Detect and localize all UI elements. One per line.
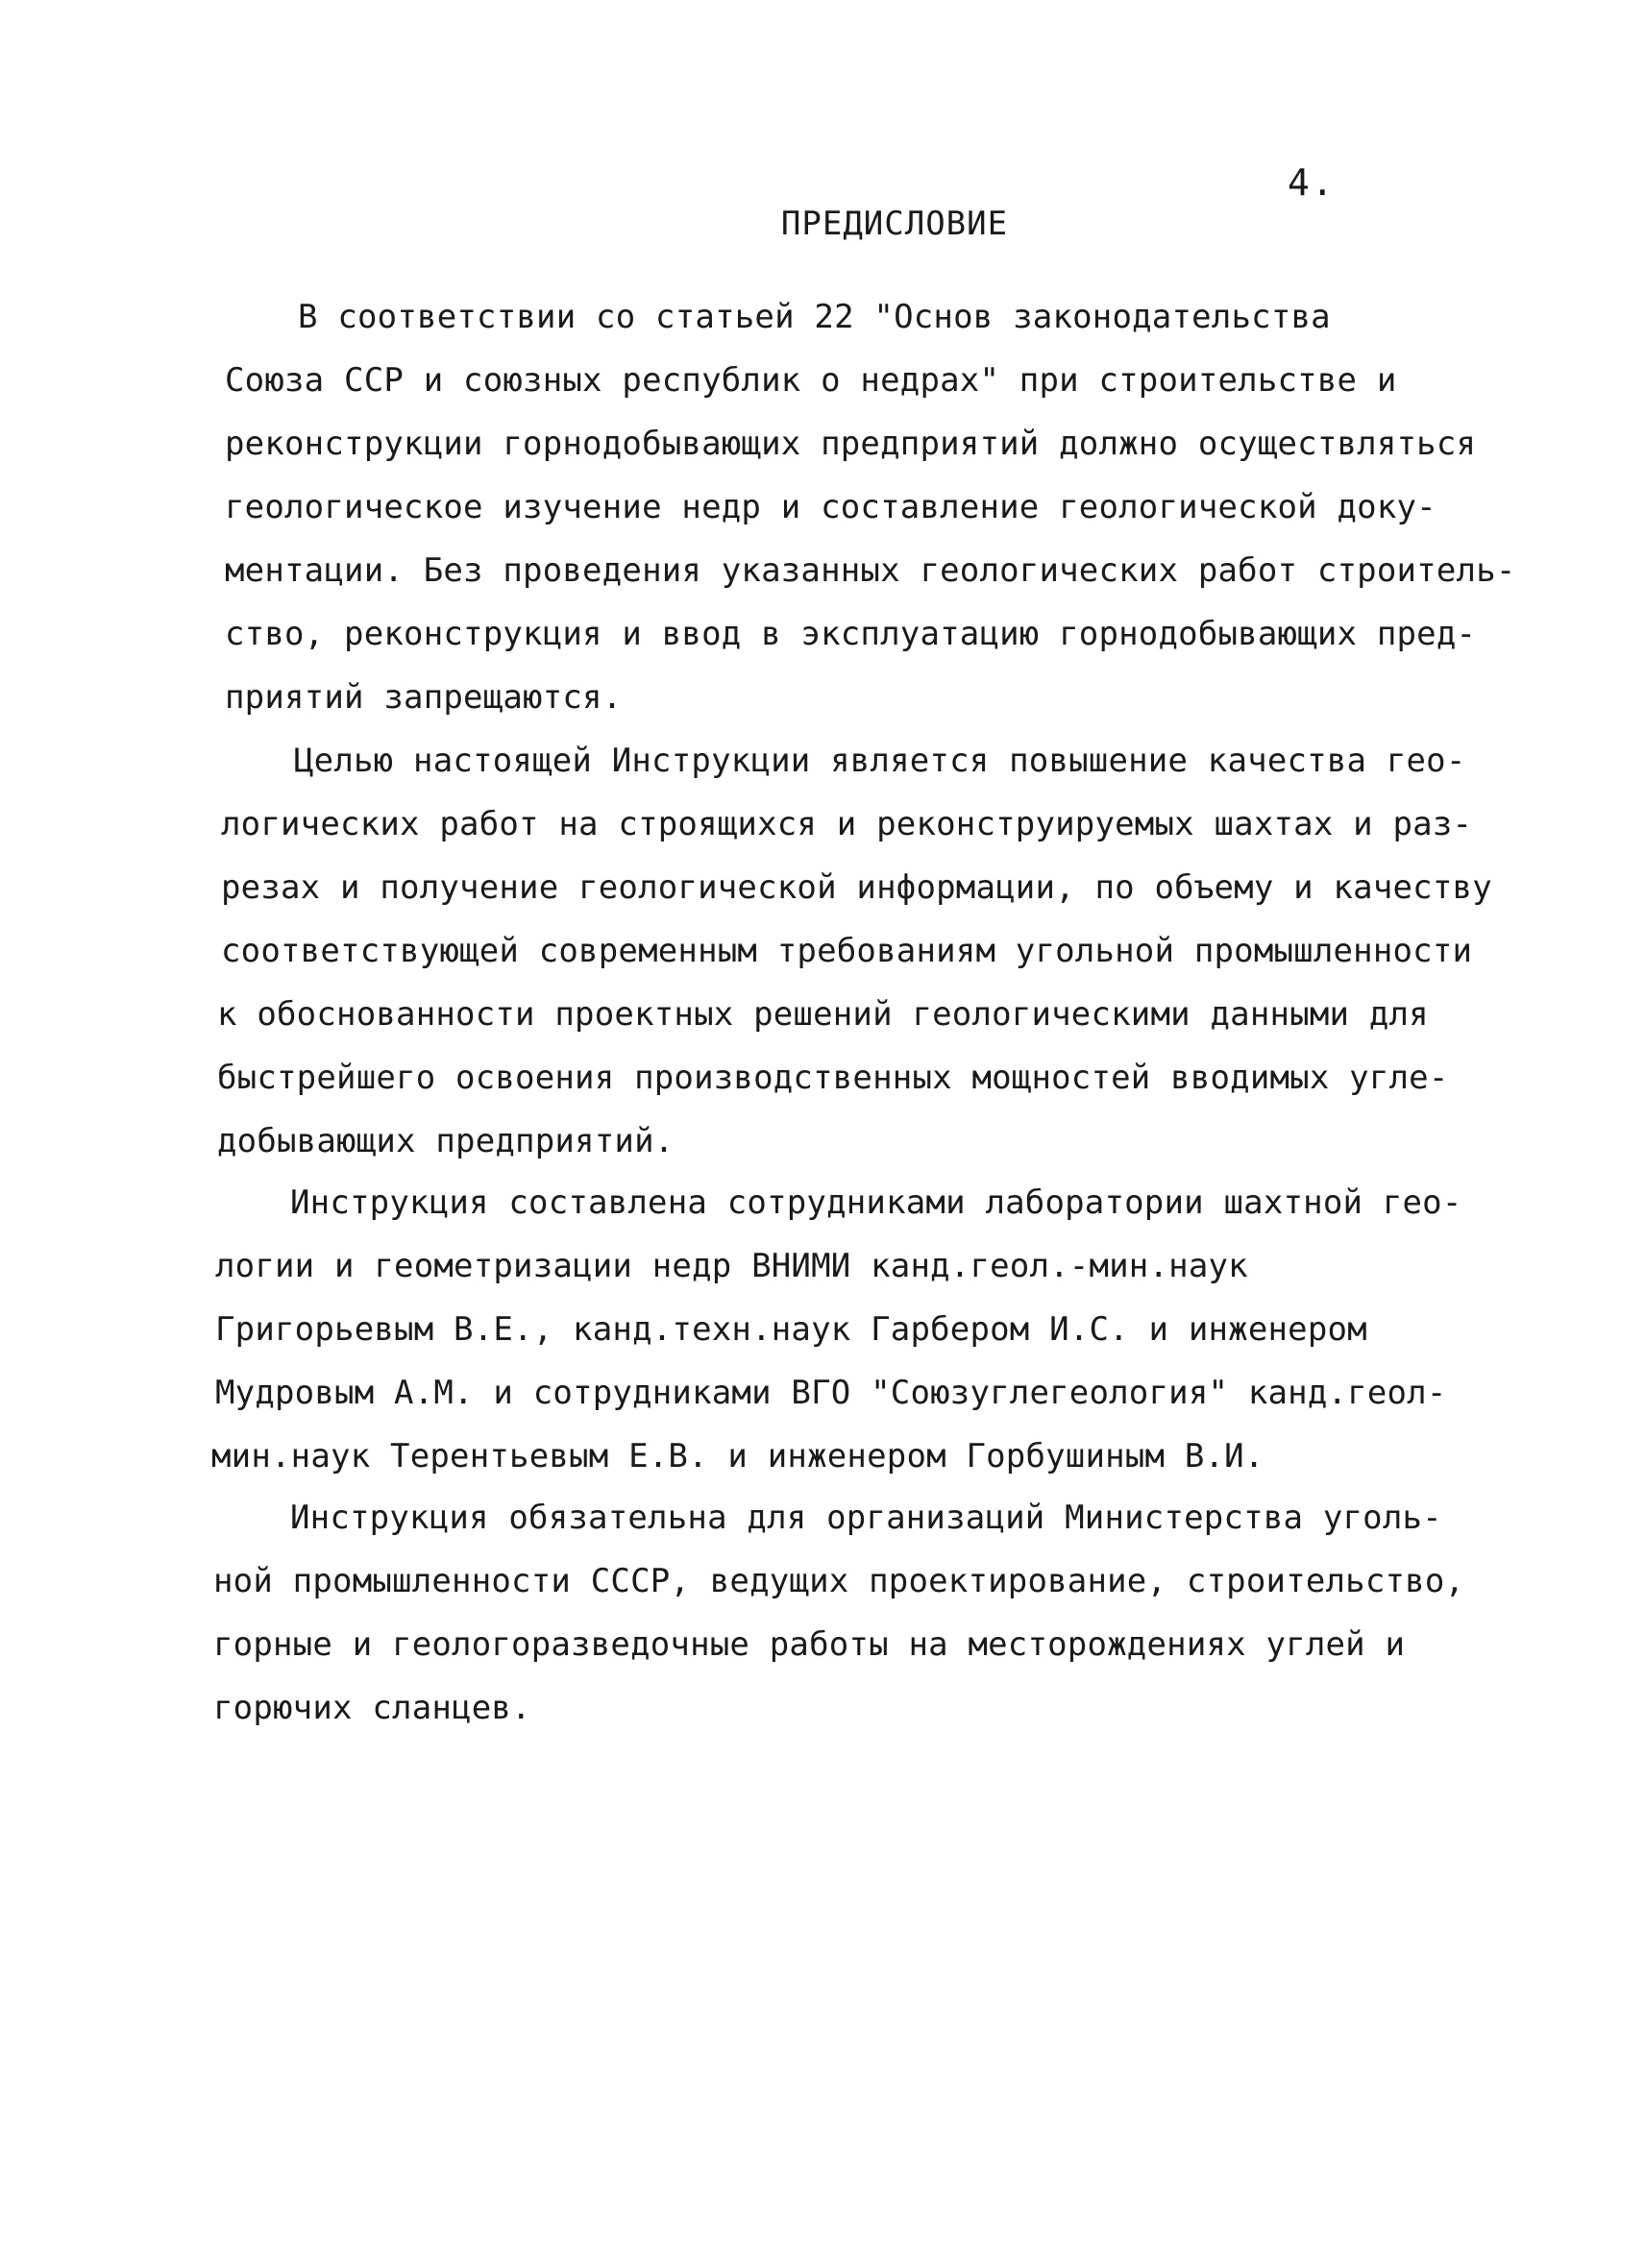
paragraph-1-line-7: приятий запрещаются.	[225, 678, 623, 717]
paragraph-4-line-3: горные и геологоразведочные работы на месторождениях углей и	[213, 1625, 1406, 1664]
paragraph-2-line-6: быстрейшего освоения производственных мощностей вводимых угле-	[217, 1059, 1449, 1097]
paragraph-1-line-5: ментации. Без проведения указанных геологических работ строитель-	[225, 551, 1516, 590]
page-title: ПРЕДИСЛОВИЕ	[780, 205, 1009, 243]
paragraph-1-line-6: ство, реконструкция и ввод в эксплуатацию горнодобывающих пред-	[225, 615, 1477, 653]
paragraph-2-line-4: соответствующей современным требованиям угольной промышленности	[221, 932, 1473, 970]
paragraph-3-line-3: Григорьевым В.Е., канд.техн.наук Гарбером И.С. и инженером	[215, 1310, 1367, 1349]
paragraph-4-line-1: Инструкция обязательна для организаций Министерства уголь-	[290, 1499, 1442, 1537]
paragraph-3-line-5: мин.наук Терентьевым Е.В. и инженером Горбушиным В.И.	[211, 1437, 1264, 1475]
paragraph-1-line-3: реконструкции горнодобывающих предприятий должно осуществляться	[225, 425, 1477, 463]
paragraph-2-line-5: к обоснованности проектных решений геологическими данными для	[217, 995, 1429, 1034]
paragraph-4-line-2: ной промышленности СССР, ведущих проектирование, строительство,	[213, 1562, 1465, 1600]
paragraph-2-line-7: добывающих предприятий.	[217, 1122, 675, 1160]
paragraph-2-line-2: логических работ на строящихся и реконструируемых шахтах и раз-	[221, 805, 1473, 843]
paragraph-3-line-1: Инструкция составлена сотрудниками лаборатории шахтной гео-	[290, 1183, 1462, 1222]
paragraph-3-line-2: логии и геометризации недр ВНИМИ канд.геол.-мин.наук	[215, 1247, 1248, 1285]
paragraph-2-line-3: резах и получение геологической информации, по объему и качеству	[221, 868, 1492, 907]
paragraph-1-line-2: Союза ССР и союзных республик о недрах" при строительстве и	[225, 361, 1397, 400]
paragraph-1-line-4: геологическое изучение недр и составление геологической доку-	[225, 488, 1436, 526]
paragraph-4-line-4: горючих сланцев.	[213, 1689, 531, 1727]
paragraph-3-line-4: Мудровым А.М. и сотрудниками ВГО "Союзуглегеология" канд.геол-	[215, 1374, 1447, 1412]
page-number: 4.	[1288, 161, 1336, 204]
paragraph-2-line-1: Целью настоящей Инструкции является повышение качества гео-	[294, 742, 1466, 780]
paragraph-1-line-1: В соответствии со статьей 22 "Основ законодательства	[298, 298, 1331, 336]
